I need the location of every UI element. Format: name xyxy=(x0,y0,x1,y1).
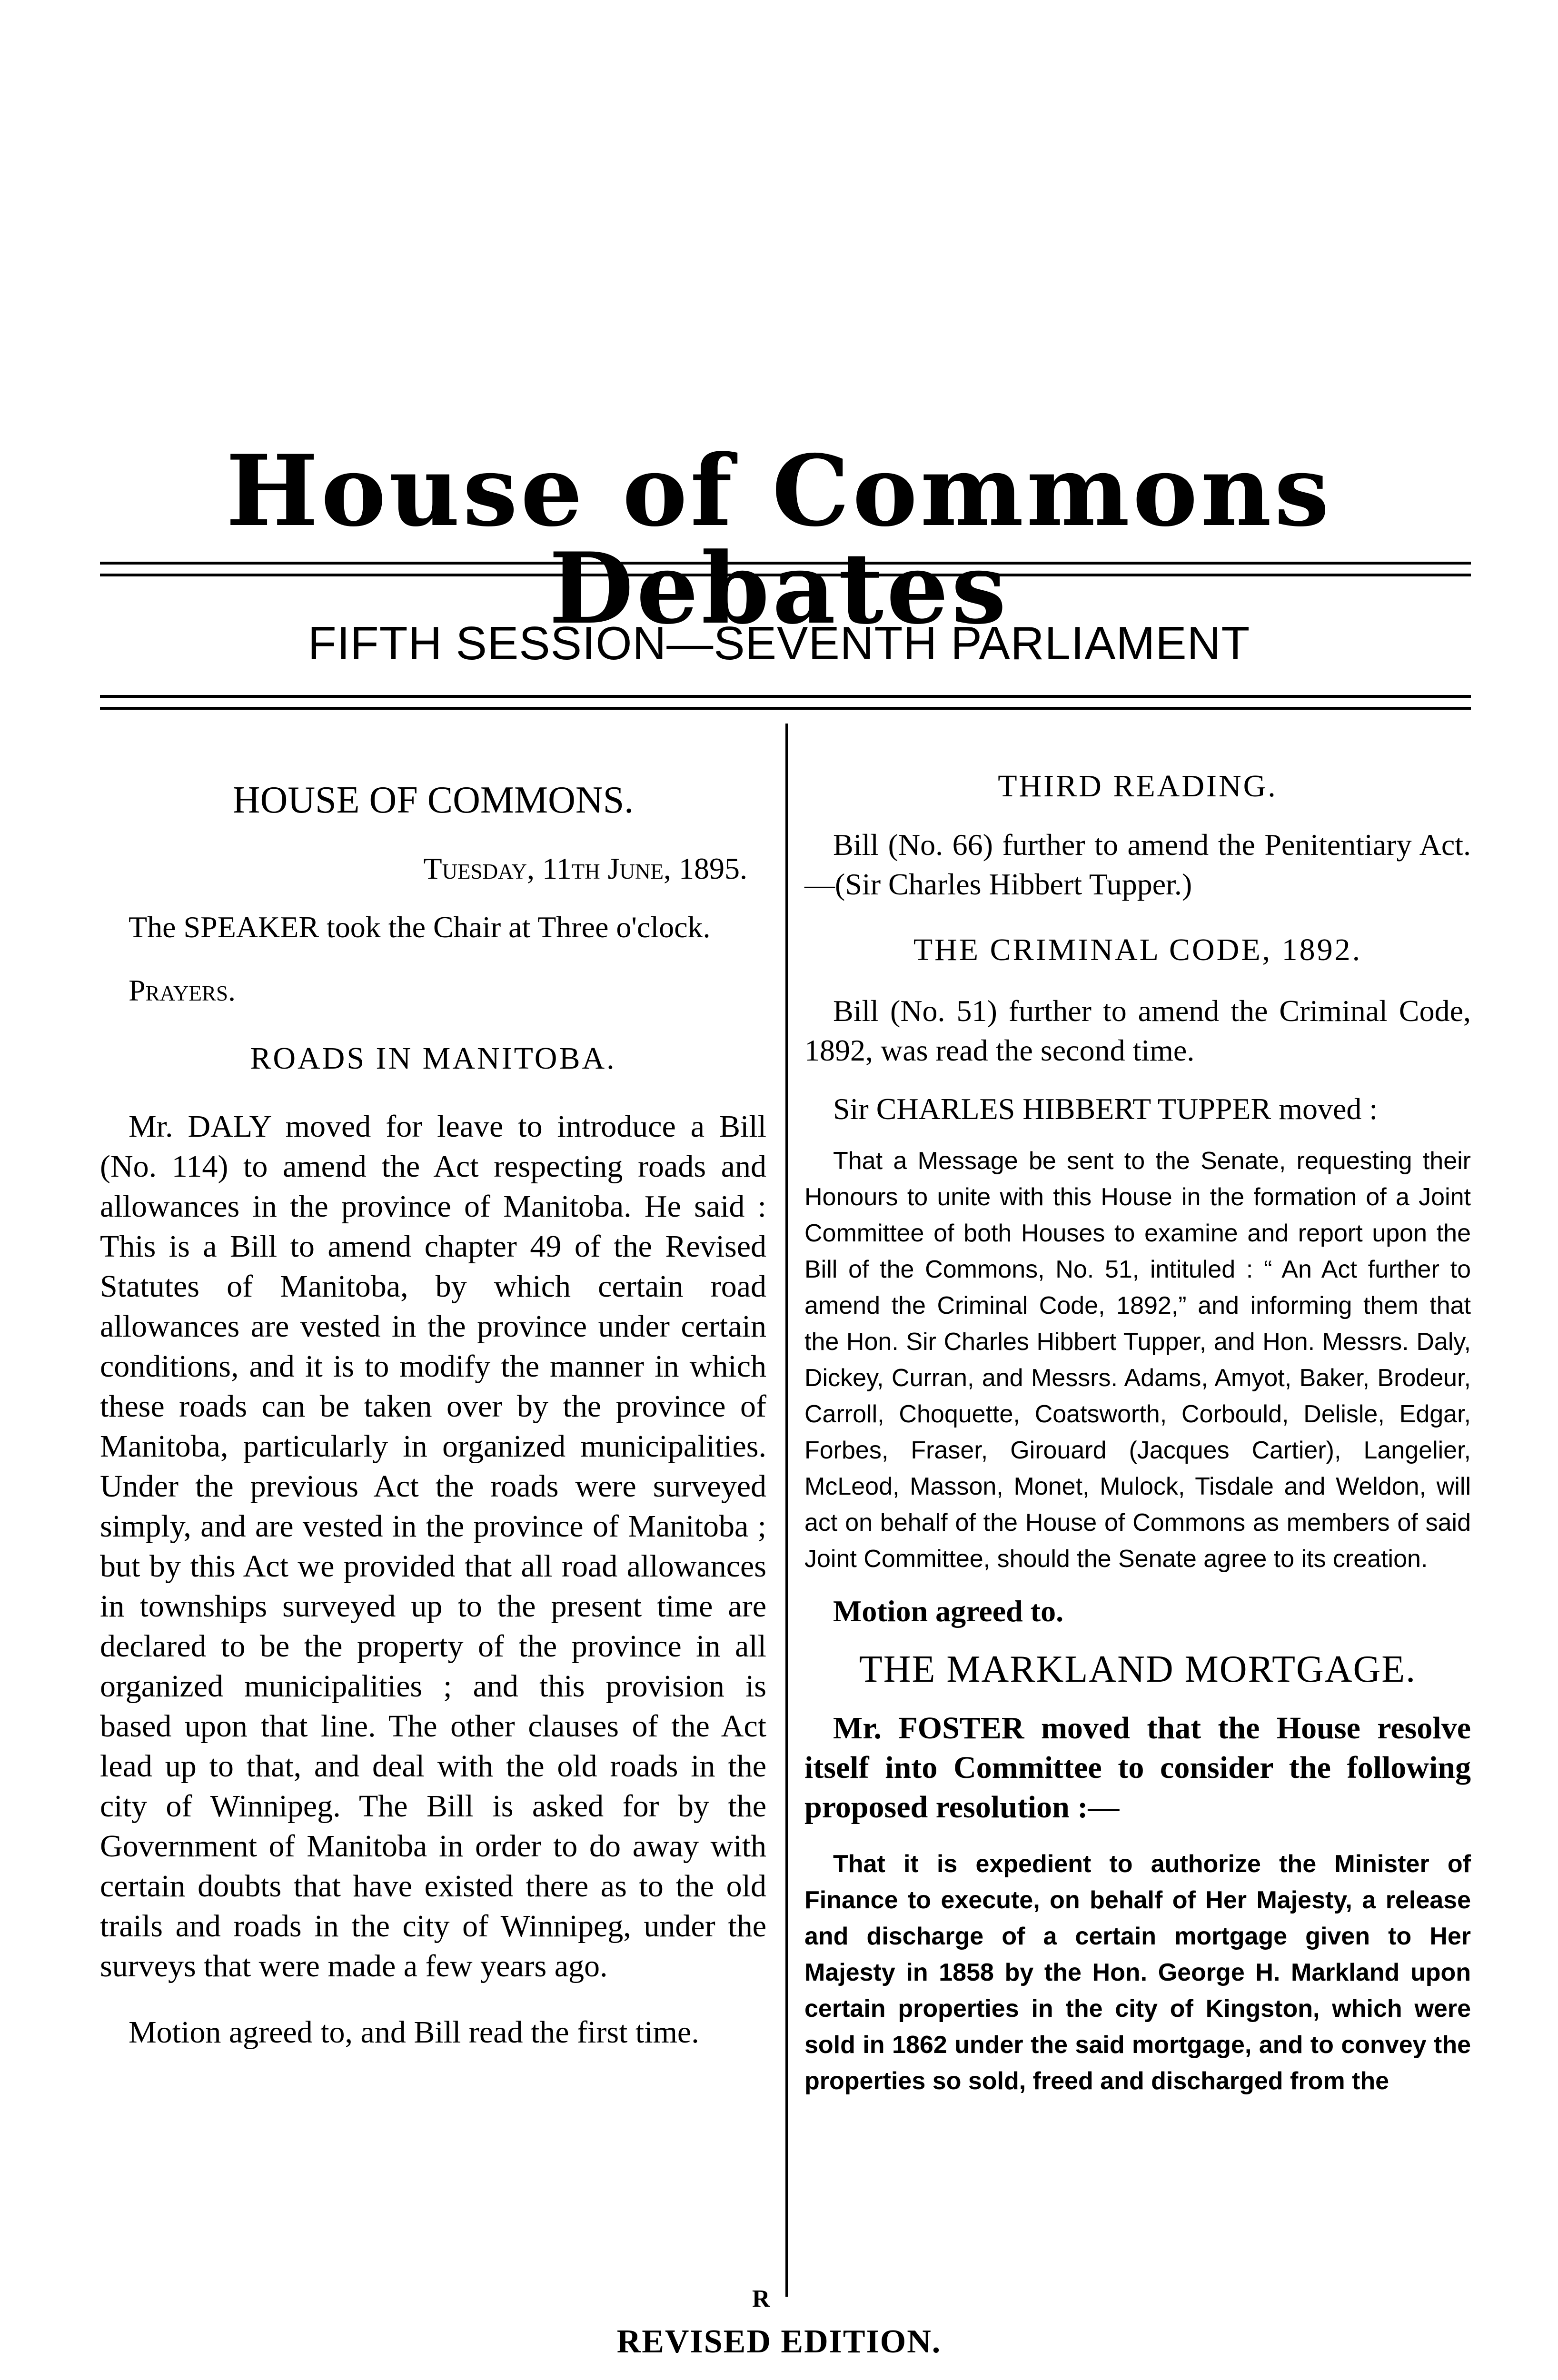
left-column xyxy=(100,738,766,2053)
foster-para: Mr. FOSTER moved that the House resolve itself into Committee to consider the following proposed resolution :— xyxy=(804,1711,1471,1825)
session-title: FIFTH SESSION—SEVENTH PARLIAMENT xyxy=(308,617,1250,669)
message-quote: That a Message be sent to the Senate, requesting their Honours to unite with this House in the formation of a Joint Committee of both Houses to examine and report upon the Bill of the Commons, No. 51, intituled : “ An Act further to amend the Criminal Code, 1892,” and informing them that the Hon. Sir Charles Hibbert Tupper, and Hon. Messrs. Daly, Dickey, Curran, and Messrs. Adams, Amyot, Baker, Brodeur, Carroll, Choquette, Coatsworth, Corbould, Delisle, Edgar, Forbes, Fraser, Girouard (Jacques Cartier), Langelier, McLeod, Masson, Monet, Mulock, Tisdale and Weldon, will act on behalf of the House of Commons as members of said Joint Committee, should the Senate agree to its creation. xyxy=(804,1147,1471,1573)
rule-top-1 xyxy=(100,562,1471,565)
roads-para: Mr. DALY moved for leave to introduce a Bill (No. 114) to amend the Act respecting roads and allowances in the province of Manitoba. He said : This is a Bill to amend chapter 49 of the Revised Statutes of Manitoba, by which certain road allowances are vested in the province under certain conditions, and it is to modify the manner in which these roads can be taken over by the province of Manitoba, particularly in organized municipalities. Under the previous Act the roads were surveyed simply, and are vested in the province of Manitoba ; but by this Act we provided that all road allowances in townships surveyed up to the present time are declared to be the property of the province in all organized municipalities ; and this provision is based upon that line. The other clauses of the Act lead up to that, and deal with the old roads in the city of Winnipeg. The Bill is asked for by the Government of Manitoba in order to do away with certain doubts that have existed there as to the old trails and roads in the city of Winnipeg, under the surveys that were made a few years ago. xyxy=(100,1109,766,1983)
third-reading-heading: THIRD READING. xyxy=(998,769,1278,803)
criminal-code-para: Bill (No. 51) further to amend the Criminal Code, 1892, was read the second time. xyxy=(804,994,1471,1067)
signature-mark: R xyxy=(752,2285,770,2312)
resolution-quote: That it is expedient to authorize the Minister of Finance to execute, on behalf of Her Majesty, a release and discharge of a certain mortgage given to Her Majesty in 1858 by the Hon. George H. Markland upon certain properties in the city of Kingston, which were sold in 1862 under the said mortgage, and to convey the properties so sold, freed and discharged from the xyxy=(804,1850,1471,2095)
chamber-heading: HOUSE OF COMMONS. xyxy=(232,779,634,821)
prayers-label: Prayers. xyxy=(129,973,236,1007)
third-reading-para: Bill (No. 66) further to amend the Penitentiary Act.—(Sir Charles Hibbert Tupper.) xyxy=(804,828,1471,901)
right-column xyxy=(804,738,1471,2099)
rule-mid-2 xyxy=(100,707,1471,710)
rule-top-2 xyxy=(100,574,1471,576)
roads-heading: ROADS IN MANITOBA. xyxy=(250,1041,616,1076)
opening-para: The SPEAKER took the Chair at Three o'clock. xyxy=(129,910,711,944)
motion-agreed: Motion agreed to. xyxy=(833,1594,1064,1628)
tupper-moved: Sir CHARLES HIBBERT TUPPER moved : xyxy=(833,1092,1378,1126)
markland-heading: THE MARKLAND MORTGAGE. xyxy=(859,1648,1417,1690)
rule-mid-1 xyxy=(100,695,1471,698)
edition-label: REVISED EDITION. xyxy=(616,2323,942,2360)
criminal-code-heading: THE CRIMINAL CODE, 1892. xyxy=(913,932,1362,967)
column-divider xyxy=(785,724,788,2297)
sitting-date: Tuesday, 11th June, 1895. xyxy=(423,852,747,885)
masthead-title: House of Commons Debates xyxy=(226,434,1332,646)
roads-motion: Motion agreed to, and Bill read the first time. xyxy=(129,2015,699,2050)
